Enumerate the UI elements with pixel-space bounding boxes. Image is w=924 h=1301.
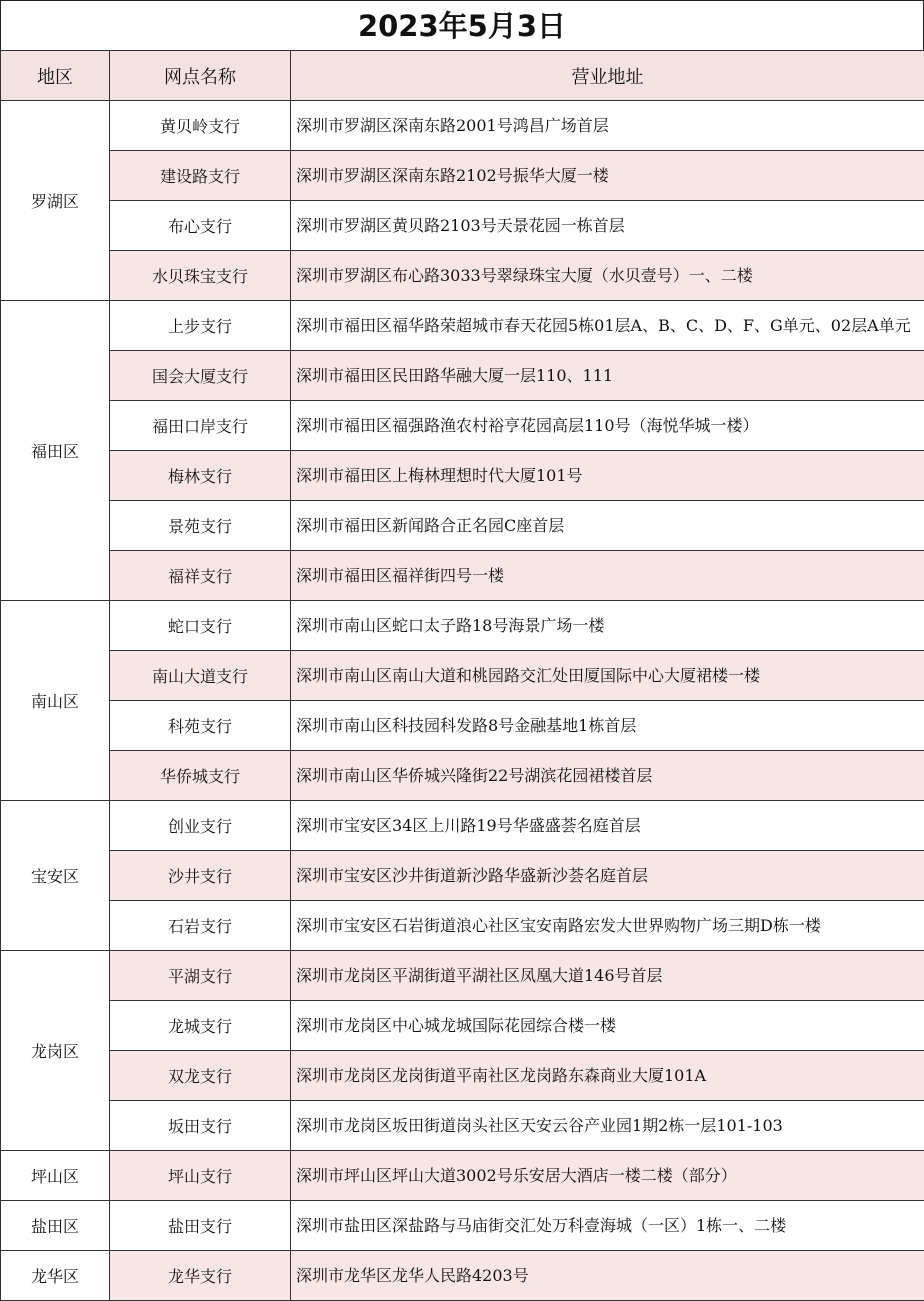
branch-name-cell: 梅林支行 — [110, 451, 291, 501]
table-row — [1, 451, 924, 501]
address-cell: 深圳市罗湖区黄贝路2103号天景花园一栋首层 — [291, 201, 924, 251]
table-row — [1, 151, 924, 201]
address-cell: 深圳市福田区民田路华融大厦一层110、111 — [291, 351, 924, 401]
table-row — [1, 251, 924, 301]
table-row — [1, 651, 924, 701]
table-row — [1, 301, 924, 351]
table-row — [1, 351, 924, 401]
branch-name-cell: 景苑支行 — [110, 501, 291, 551]
address-cell: 深圳市盐田区深盐路与马庙街交汇处万科壹海城（一区）1栋一、二楼 — [291, 1201, 924, 1251]
region-cell: 宝安区 — [1, 801, 110, 951]
address-cell: 深圳市罗湖区布心路3033号翠绿珠宝大厦（水贝壹号）一、二楼 — [291, 251, 924, 301]
region-cell: 罗湖区 — [1, 101, 110, 301]
table-row — [1, 101, 924, 151]
table-row — [1, 201, 924, 251]
region-cell: 龙岗区 — [1, 951, 110, 1151]
address-cell: 深圳市宝安区沙井街道新沙路华盛新沙荟名庭首层 — [291, 851, 924, 901]
region-cell: 盐田区 — [1, 1201, 110, 1251]
branch-name-cell: 上步支行 — [110, 301, 291, 351]
branch-name-cell: 沙井支行 — [110, 851, 291, 901]
branch-name-cell: 龙城支行 — [110, 1001, 291, 1051]
branch-name-cell: 坪山支行 — [110, 1151, 291, 1201]
address-cell: 深圳市宝安区石岩街道浪心社区宝安南路宏发大世界购物广场三期D栋一楼 — [291, 901, 924, 951]
table-row — [1, 1101, 924, 1151]
branch-table — [0, 50, 924, 1301]
table-row — [1, 551, 924, 601]
table-row — [1, 701, 924, 751]
branch-name-cell: 创业支行 — [110, 801, 291, 851]
table-row — [1, 851, 924, 901]
table-row — [1, 751, 924, 801]
branch-name-cell: 南山大道支行 — [110, 651, 291, 701]
branch-name-cell: 盐田支行 — [110, 1201, 291, 1251]
branch-name-cell: 石岩支行 — [110, 901, 291, 951]
address-cell: 深圳市福田区福华路荣超城市春天花园5栋01层A、B、C、D、F、G单元、02层A单元 — [291, 301, 924, 351]
branch-name-cell: 科苑支行 — [110, 701, 291, 751]
address-cell: 深圳市福田区福祥街四号一楼 — [291, 551, 924, 601]
address-cell: 深圳市福田区福强路渔农村裕亨花园高层110号（海悦华城一楼） — [291, 401, 924, 451]
address-cell: 深圳市罗湖区深南东路2001号鸿昌广场首层 — [291, 101, 924, 151]
table-row — [1, 801, 924, 851]
region-cell: 南山区 — [1, 601, 110, 801]
table-row — [1, 601, 924, 651]
address-cell: 深圳市南山区南山大道和桃园路交汇处田厦国际中心大厦裙楼一楼 — [291, 651, 924, 701]
address-cell: 深圳市南山区华侨城兴隆街22号湖滨花园裙楼首层 — [291, 751, 924, 801]
branch-name-cell: 福田口岸支行 — [110, 401, 291, 451]
address-cell: 深圳市南山区科技园科发路8号金融基地1栋首层 — [291, 701, 924, 751]
branch-name-cell: 黄贝岭支行 — [110, 101, 291, 151]
branch-name-cell: 布心支行 — [110, 201, 291, 251]
branch-name-cell: 水贝珠宝支行 — [110, 251, 291, 301]
page-title: 2023年5月3日 — [0, 0, 924, 50]
table-row — [1, 1251, 924, 1301]
table-row — [1, 901, 924, 951]
header-address: 营业地址 — [291, 51, 924, 101]
branch-name-cell: 国会大厦支行 — [110, 351, 291, 401]
region-cell: 龙华区 — [1, 1251, 110, 1301]
branch-name-cell: 龙华支行 — [110, 1251, 291, 1301]
table-row — [1, 951, 924, 1001]
address-cell: 深圳市罗湖区深南东路2102号振华大厦一楼 — [291, 151, 924, 201]
branch-name-cell: 平湖支行 — [110, 951, 291, 1001]
branch-name-cell: 华侨城支行 — [110, 751, 291, 801]
address-cell: 深圳市宝安区34区上川路19号华盛盛荟名庭首层 — [291, 801, 924, 851]
address-cell: 深圳市南山区蛇口太子路18号海景广场一楼 — [291, 601, 924, 651]
address-cell: 深圳市福田区新闻路合正名园C座首层 — [291, 501, 924, 551]
table-row — [1, 1201, 924, 1251]
branch-name-cell: 建设路支行 — [110, 151, 291, 201]
table-row — [1, 1151, 924, 1201]
branch-name-cell: 坂田支行 — [110, 1101, 291, 1151]
address-cell: 深圳市龙岗区坂田街道岗头社区天安云谷产业园1期2栋一层101-103 — [291, 1101, 924, 1151]
address-cell: 深圳市龙华区龙华人民路4203号 — [291, 1251, 924, 1301]
address-cell: 深圳市福田区上梅林理想时代大厦101号 — [291, 451, 924, 501]
address-cell: 深圳市龙岗区中心城龙城国际花园综合楼一楼 — [291, 1001, 924, 1051]
branch-name-cell: 蛇口支行 — [110, 601, 291, 651]
header-branch: 网点名称 — [110, 51, 291, 101]
table-row — [1, 1001, 924, 1051]
branch-name-cell: 双龙支行 — [110, 1051, 291, 1101]
address-cell: 深圳市龙岗区龙岗街道平南社区龙岗路东森商业大厦101A — [291, 1051, 924, 1101]
table-row — [1, 1051, 924, 1101]
address-cell: 深圳市坪山区坪山大道3002号乐安居大酒店一楼二楼（部分） — [291, 1151, 924, 1201]
region-cell: 福田区 — [1, 301, 110, 601]
branch-name-cell: 福祥支行 — [110, 551, 291, 601]
table-row — [1, 401, 924, 451]
header-region: 地区 — [1, 51, 110, 101]
address-cell: 深圳市龙岗区平湖街道平湖社区凤凰大道146号首层 — [291, 951, 924, 1001]
region-cell: 坪山区 — [1, 1151, 110, 1201]
table-row — [1, 501, 924, 551]
table-body — [1, 101, 924, 1301]
